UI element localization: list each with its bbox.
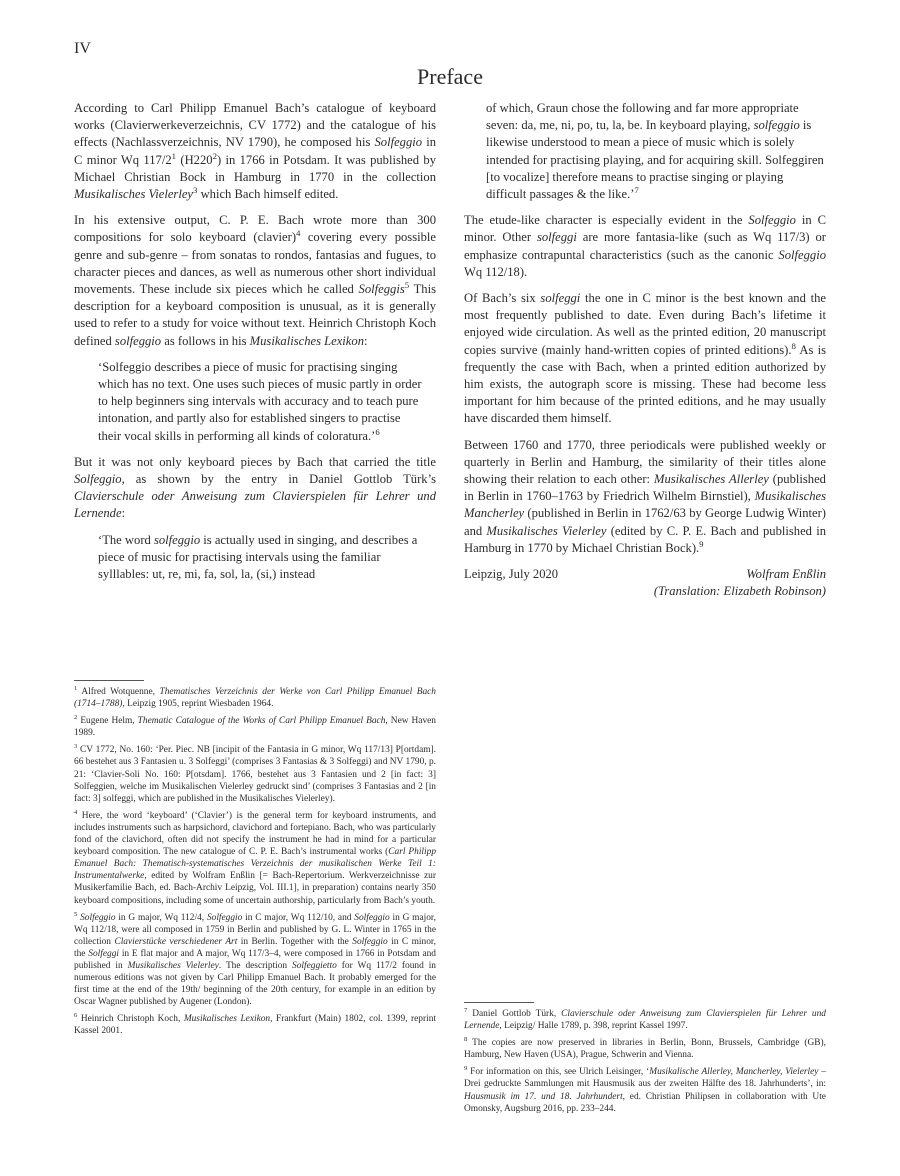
- block-quote-continued: of which, Graun chose the following and far more appropriate seven: da, me, ni, po, tu, la, be. In keyboard playing, solfeggio is likewise understood to mean a piece of music which is solely intended for practising playing, and for acquiring skill. Solfeggiren [to vocalize] therefore means to practise singing or playing difficult passages & the like.’$^7$: [486, 101, 824, 202]
- footnote: $^9$ For information on this, see Ulrich Leisinger, ‘Musikalische Allerley, Mancherley, Vielerley – Drei gedruckte Sammlungen mit Hausmusik aus der zweiten Hälfte des 18. Jahrhunderts’, in: Hausmusik im 17. und 18. Jahrhundert, ed. Christian Philipsen in collaboration with Ute Omonsky, Augsburg 2016, pp. 233–244.: [464, 1065, 827, 1114]
- footnote: $^3$ CV 1772, No. 160: ‘Per. Piec. NB [incipit of the Fantasia in G minor, Wq 117/13] P[ortdam]. 66 bestehet aus 3 Fantasien u. 3 Solfeggi’ (comprises 3 Fantasias & 3 Solfeggi) and NV 1790, p. 21: ‘Clavier-Soli No. 160: P[otsdam]. 1766, bestehet aus 3 Fantasien und 2 [in fact: 3] Solfeggien, welche im Musikalischen Vielerley gedruckt sind’ (comprises 3 Fantasias and 2 [in fact: 3] solfeggi, which are published in the Musikalisches Vielerley).: [74, 743, 436, 804]
- footnote-divider: [464, 1002, 534, 1003]
- author-name: Wolfram Enßlin: [746, 567, 826, 582]
- footnote: $^5$ Solfeggio in G major, Wq 112/4, Solfeggio in C major, Wq 112/10, and Solfeggio in G major, Wq 112/18, were all composed in 1759 in Berlin and published by G. L. Winter in 1765 in the collection Clavierstücke verschiedener Art in Berlin. Together with the Solfeggio in C minor, the Solfeggi in E flat major and A major, Wq 117/3–4, were composed in 1766 in Potsdam and published in Musikalisches Vielerley. The description Solfeggietto for Wq 117/2 found in numerous editions was not given by Carl Philipp Emanuel Bach. It probably emerged for the first time at the end of the 19th/ beginning of the 20th century, for example in an edition by Oscar Wagner published by Augener (London).: [74, 910, 436, 1008]
- place-date: Leipzig, July 2020: [464, 567, 559, 582]
- paragraph: According to Carl Philipp Emanuel Bach’s catalogue of keyboard works (Clavierwerkeverzeichnis, CV 1772) and the catalogue of his effects (Nachlassverzeichnis, NV 1790), he composed his Solfeggio in C minor Wq $117/2^1$ $(H220^2)$ in 1766 in Potsdam. It was published by Michael Christian Bock in Hamburg in 1770 in the collection Musikalisches Vielerley$^3$ which Bach himself edited.: [74, 101, 436, 202]
- block-quote: ‘Solfeggio describes a piece of music for practising singing which has no text. One uses such pieces of music partly in order to help beginners sing intervals with accuracy and to teach pure intonation, and partly also for established singers to practise their vocal skills in performing all kinds of coloratura.’$^6$: [98, 359, 422, 443]
- footnote: $^2$ Eugene Helm, Thematic Catalogue of the Works of Carl Philipp Emanuel Bach, New Haven 1989.: [74, 714, 436, 739]
- main-text-right-column: [464, 100, 826, 600]
- footnote: $^4$ Here, the word ‘keyboard’ (‘Clavier’) is the general term for keyboard instruments, and includes instruments such as harpsichord, clavichord and fortepiano. Bach, who was particularly fond of the clavichord, often did not specify the instrument he had in mind for a particular keyboard composition. The new catalogue of C. P. E. Bach’s instrumental works (Carl Philipp Emanuel Bach: Thematisch-systematisches Verzeichnis der musikalischen Werke Teil 1: Instrumentalwerke, edited by Wolfram Enßlin [= Bach-Repertorium. Werkverzeichnisse zur Musikerfamilie Bach, ed. Bach-Archiv Leipzig, Vol. III.1], in preparation) contains nearly 350 keyboard compositions, including some of uncertain authorship, particularly from Bach’s youth.: [74, 808, 437, 906]
- footnote: $^1$ Alfred Wotquenne, Thematisches Verzeichnis der Werke von Carl Philipp Emanuel Bach (1714–1788), Leipzig 1905, reprint Wiesbaden 1964.: [74, 684, 436, 710]
- paragraph: In his extensive output, C. P. E. Bach wrote more than 300 compositions for solo keyboard (clavier)$^4$ covering every possible genre and sub-genre – from sonatas to rondos, fantasias and fugues, to character pieces and dances, as well as numerous other short individual movements. These include six pieces which he called Solfeggis$^5$ This description for a keyboard composition is unusual, as it is generally used to refer to a study for voice without text. Heinrich Christoph Koch defined solfeggio as follows in his Musikalisches Lexikon:: [74, 213, 436, 348]
- paragraph: But it was not only keyboard pieces by Bach that carried the title Solfeggio, as shown by the entry in Daniel Gottlob Türk’s Clavierschule oder Anweisung zum Clavierspielen für Lehrer und Lernende:: [74, 454, 436, 521]
- signature-row: [464, 566, 826, 583]
- footnotes-left-column: [74, 686, 436, 1043]
- page-number: IV: [74, 40, 91, 57]
- paragraph: The etude-like character is especially evident in the Solfeggio in C minor. Other solfeggi are more fantasia-like (such as Wq 117/3) or emphasize contrapuntal characteristics (such as the canonic Solfeggio Wq 112/18).: [464, 213, 826, 279]
- page-title: Preface: [417, 64, 483, 89]
- footnotes-right-column: [464, 1008, 826, 1120]
- translator-credit: (Translation: Elizabeth Robinson): [653, 584, 826, 599]
- paragraph: Between 1760 and 1770, three periodicals were published weekly or quarterly in Berlin and Hamburg, the similarity of their titles alone showing their relation to each other: Musikalisches Allerley (published in Berlin in 1760–1763 by Friedrich Wilhelm Birnstiel), Musikalisches Mancherley (published in Berlin in 1762/63 by George Ludwig Winter) and Musikalisches Vielerley (edited by C. P. E. Bach and published in Hamburg in 1770 by Michael Christian Bock).$^9$: [464, 437, 826, 555]
- block-quote: ‘The word solfeggio is actually used in singing, and describes a piece of music for practising intervals using the familiar sylllables: ut, re, mi, fa, sol, la, (si,) instead: [98, 532, 418, 582]
- footnote: $^6$ Heinrich Christoph Koch, Musikalisches Lexikon, Frankfurt (Main) 1802, col. 1399, reprint Kassel 2001.: [74, 1012, 436, 1037]
- paragraph: Of Bach’s six solfeggi the one in C minor is the best known and the most frequently published to date. Even during Bach’s lifetime it enjoyed wide circulation. As well as the printed edition, 20 manuscript copies survive (mainly hand-written copies of printed editions).$^8$ As is frequently the case with Bach, when a printed edition authorized by him exists, the autograph score is missing. These had become less important for him because of the printed editions, and he may usually have discarded them himself.: [464, 291, 826, 426]
- footnote: $^8$ The copies are now preserved in libraries in Berlin, Bonn, Brussels, Cambridge (GB), Hamburg, New Haven (USA), Prague, Schwerin and Vienna.: [464, 1036, 826, 1061]
- footnote: $^7$ Daniel Gottlob Türk, Clavierschule oder Anweisung zum Clavierspielen für Lehrer und Lernende, Leipzig/ Halle 1789, p. 398, reprint Kassel 1997.: [464, 1006, 826, 1032]
- footnote-divider: [74, 680, 144, 681]
- main-text-left-column: [74, 100, 436, 592]
